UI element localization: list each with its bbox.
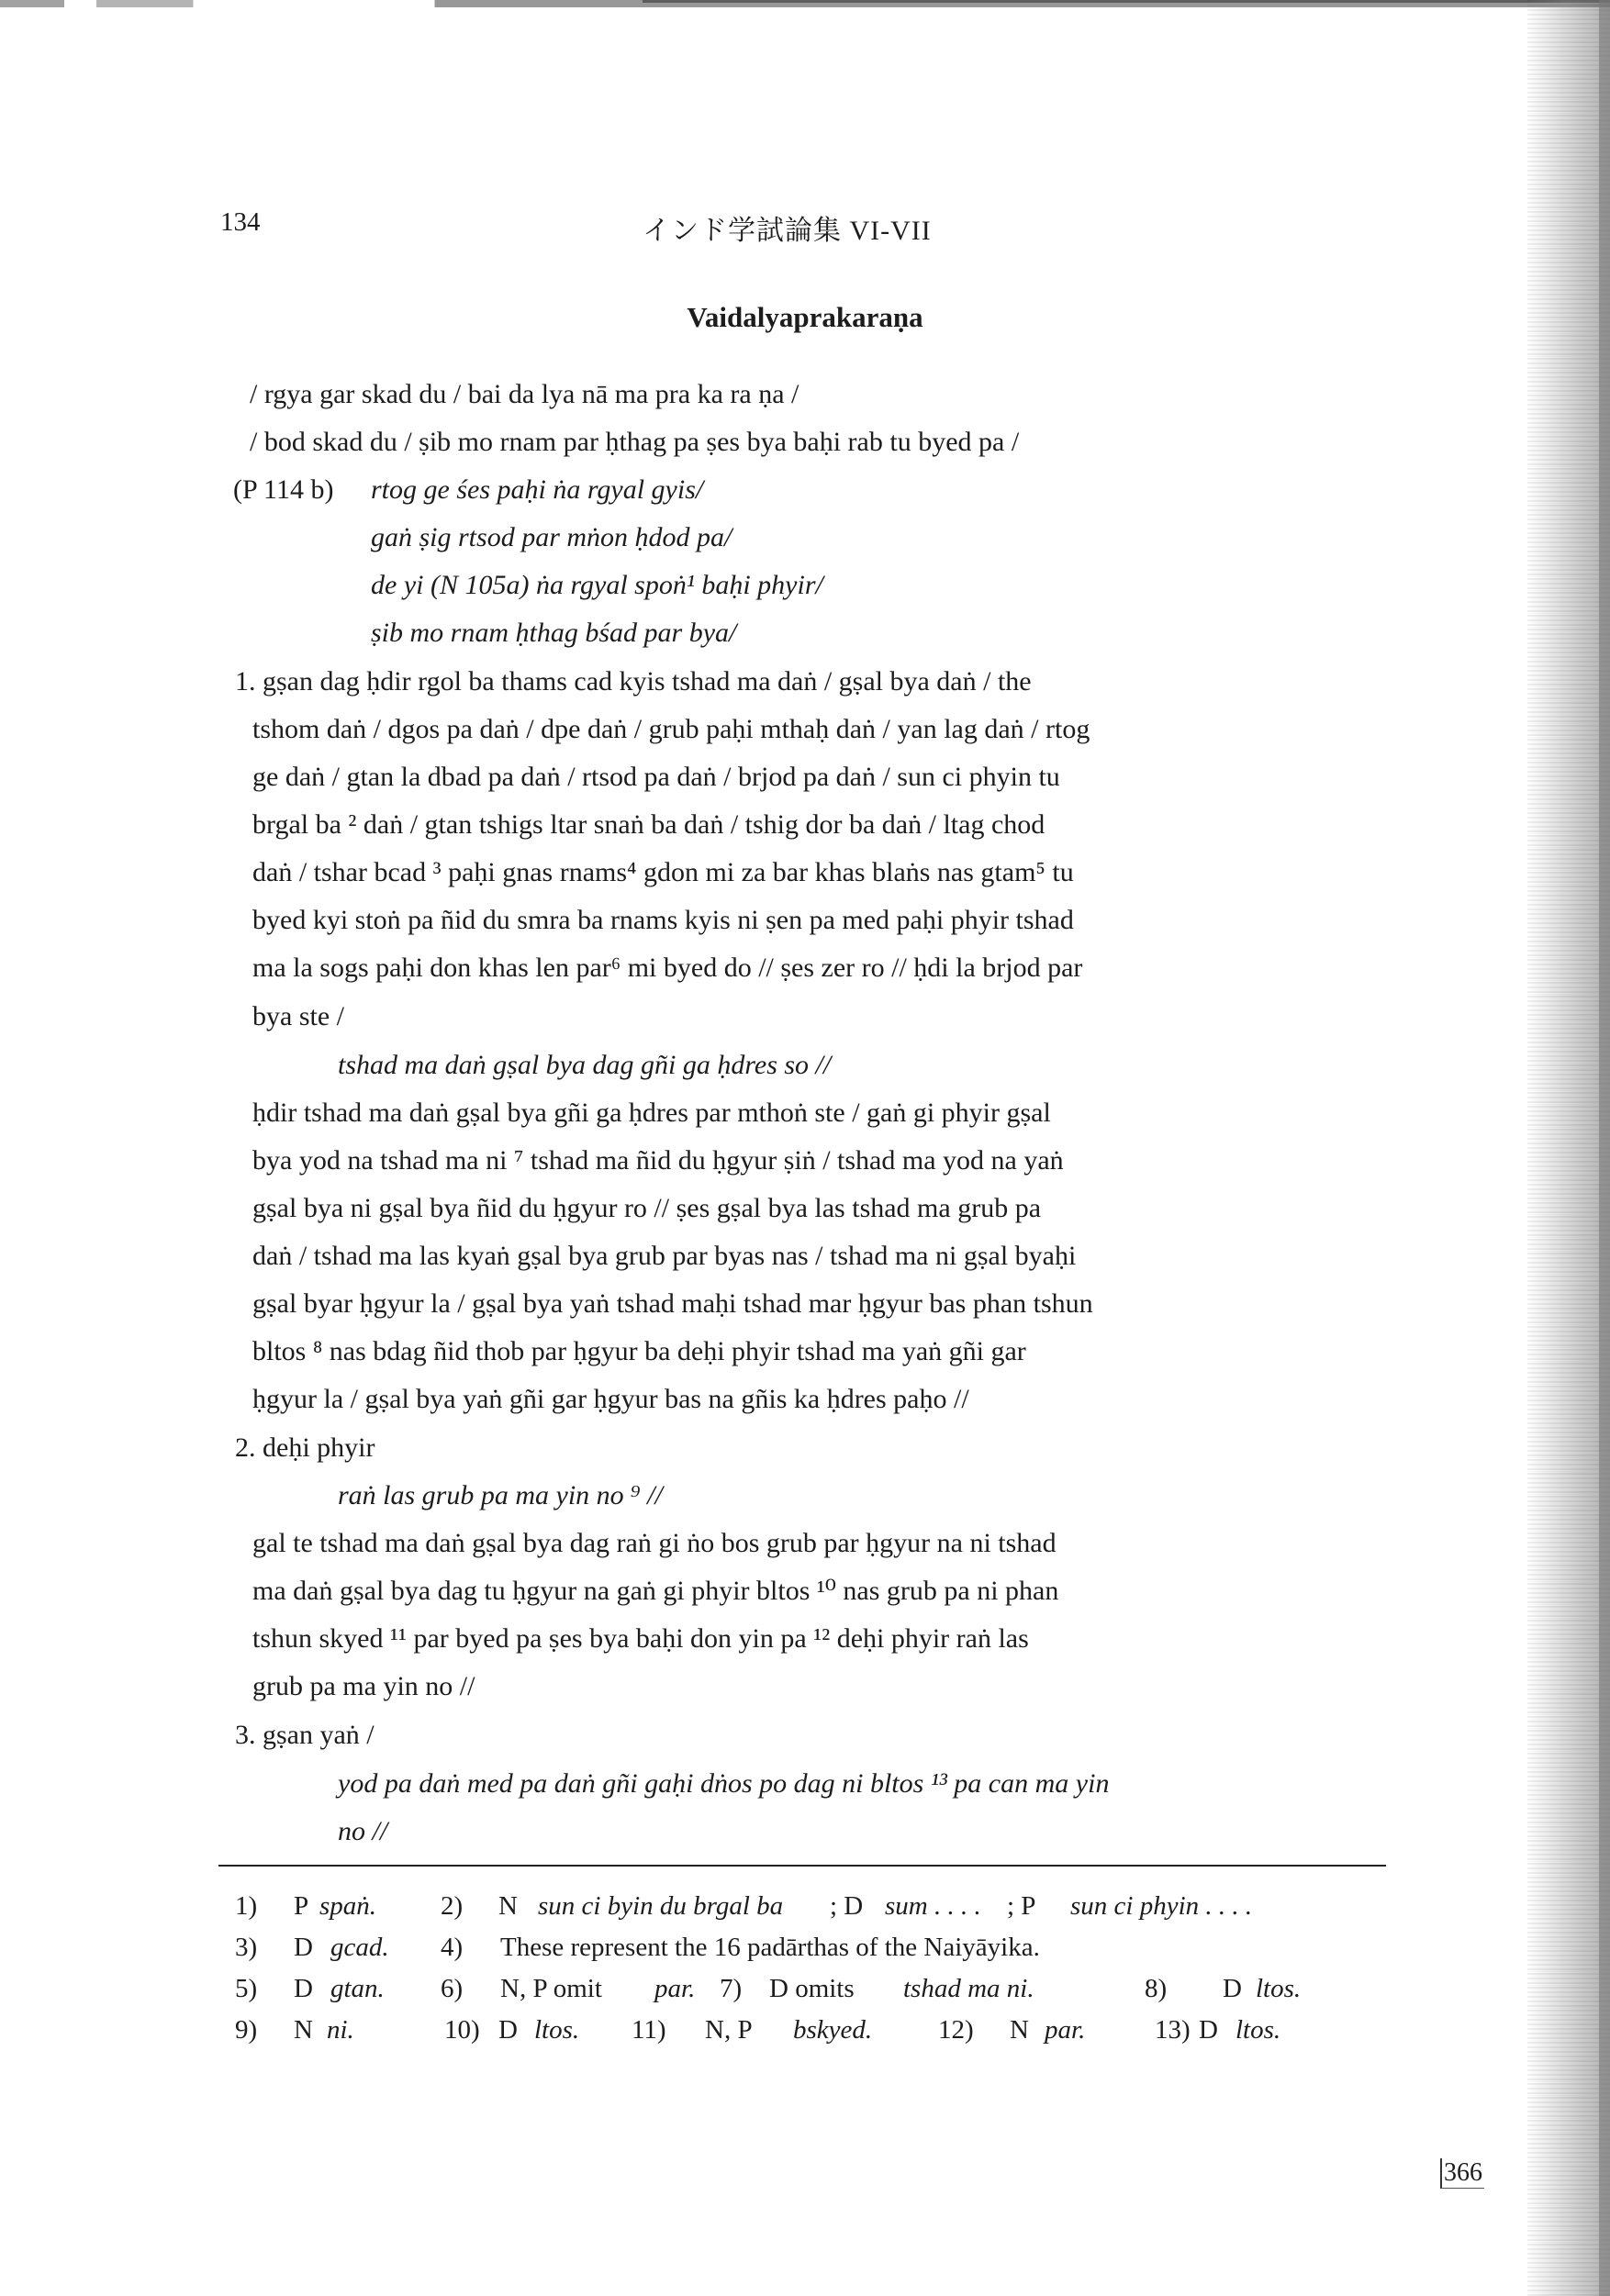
footnote-text: P — [294, 1891, 309, 1921]
body-line: bltos ⁸ nas bdag ñid thob par ḥgyur ba deḥi phyir tshad ma yaṅ gñi gar — [252, 1336, 1026, 1366]
verse-line: raṅ las grub pa ma yin no ⁹ // — [338, 1480, 663, 1510]
page-number: 134 — [220, 207, 261, 237]
body-line: tshun skyed ¹¹ par byed pa ṣes bya baḥi don yin pa ¹² deḥi phyir raṅ las — [252, 1623, 1029, 1654]
running-head: インド学試論集 VI-VII — [643, 216, 932, 246]
body-line: / bod skad du / ṣib mo rnam par ḥthag pa ṣes bya baḥi rab tu byed pa / — [250, 427, 1020, 457]
body-line: daṅ / tshad ma las kyaṅ gṣal bya grub par byas nas / tshad ma ni gṣal byaḥi — [252, 1241, 1077, 1271]
footnote-number: 11) — [632, 2015, 666, 2045]
page-edge — [1599, 0, 1610, 2296]
verse-line: ṣib mo rnam ḥthag bśad par bya/ — [371, 618, 737, 648]
body-line: gṣal bya ni gṣal bya ñid du ḥgyur ro // ṣes gṣal bya las tshad ma grub pa — [252, 1193, 1042, 1223]
footnote-text: These represent the 16 padārthas of the Naiyāyika. — [500, 1933, 1040, 1962]
footnote-text: D omits — [769, 1974, 855, 2003]
section-title: Vaidalyaprakaraṇa — [687, 301, 923, 333]
footnote-text: N, P — [705, 2015, 753, 2045]
footnote-text: spaṅ. — [319, 1891, 377, 1921]
footnote-number: 12) — [938, 2015, 974, 2045]
page-stamp: 366 — [1440, 2158, 1484, 2189]
verse-line: gaṅ ṣig rtsod par mṅon ḥdod pa/ — [371, 522, 732, 552]
footnote-number: 2) — [441, 1891, 464, 1921]
footnote-number: 7) — [720, 1974, 743, 2003]
footnote-text: par. — [654, 1974, 696, 2003]
footnote-number: 5) — [235, 1974, 258, 2003]
body-line: byed kyi stoṅ pa ñid du smra ba rnams kyis ni ṣen pa med paḥi phyir tshad — [252, 905, 1074, 935]
body-line: daṅ / tshar bcad ³ paḥi gnas rnams⁴ gdon mi za bar khas blaṅs nas gtam⁵ tu — [252, 857, 1074, 887]
footnote-number: 6) — [441, 1974, 464, 2003]
body-line: ḥgyur la / gṣal bya yaṅ gñi gar ḥgyur bas na gñis ka ḥdres paḥo // — [252, 1384, 969, 1414]
footnote-number: 1) — [235, 1891, 258, 1921]
footnote-text: D — [498, 2015, 518, 2045]
body-line: gal te tshad ma daṅ gṣal bya dag raṅ gi ṅo bos grub par ḥgyur na ni tshad — [252, 1528, 1057, 1558]
body-line: 3. gṣan yaṅ / — [235, 1720, 375, 1750]
footnote-text: ; D — [830, 1891, 864, 1921]
body-line: ma daṅ gṣal bya dag tu ḥgyur na gaṅ gi phyir bltos ¹⁰ nas grub pa ni phan — [252, 1576, 1059, 1606]
footnote-number: 3) — [235, 1933, 258, 1962]
folio-marker: (P 114 b) — [233, 474, 334, 505]
verse-line: yod pa daṅ med pa daṅ gñi gaḥi dṅos po dag ni bltos ¹³ pa can ma yin — [338, 1768, 1110, 1799]
body-line: tshom daṅ / dgos pa daṅ / dpe daṅ / grub paḥi mthaḥ daṅ / yan lag daṅ / rtog — [252, 714, 1090, 744]
footnote-text: N, P omit — [500, 1974, 602, 2003]
footnote-number: 4) — [441, 1933, 464, 1962]
verse-line: rtog ge śes paḥi ṅa rgyal gyis/ — [371, 474, 704, 505]
footnote-text: ltos. — [1235, 2015, 1281, 2045]
footnote-text: N — [1010, 2015, 1029, 2045]
body-line: ma la sogs paḥi don khas len par⁶ mi byed do // ṣes zer ro // ḥdi la brjod par — [252, 953, 1083, 983]
footnote-text: tshad ma ni. — [903, 1974, 1034, 2003]
footnote-text: par. — [1045, 2015, 1086, 2045]
footnote-text: D — [1199, 2015, 1218, 2045]
footnote-text: gtan. — [330, 1974, 385, 2003]
footnote-text: ; P — [1007, 1891, 1036, 1921]
body-line: ḥdir tshad ma daṅ gṣal bya gñi ga ḥdres par mthoṅ ste / gaṅ gi phyir gṣal — [252, 1098, 1051, 1128]
body-line: grub pa ma yin no // — [252, 1671, 475, 1701]
footnote-number: 10) — [444, 2015, 480, 2045]
binding-shadow — [1527, 0, 1610, 2296]
footnote-text: N — [294, 2015, 313, 2045]
footnote-text: gcad. — [330, 1933, 389, 1962]
body-line: bya ste / — [252, 1001, 344, 1031]
verse-line: de yi (N 105a) ṅa rgyal spoṅ¹ baḥi phyir/ — [371, 570, 823, 600]
footnote-text: sun ci byin du brgal ba — [538, 1891, 784, 1921]
footnote-rule — [218, 1865, 1386, 1867]
verse-line: no // — [338, 1816, 388, 1846]
footnote-text: D — [294, 1933, 313, 1962]
footnote-text: D — [294, 1974, 313, 2003]
body-line: bya yod na tshad ma ni ⁷ tshad ma ñid du ḥgyur ṣiṅ / tshad ma yod na yaṅ — [252, 1145, 1064, 1176]
footnote-text: N — [498, 1891, 518, 1921]
body-line: brgal ba ² daṅ / gtan tshigs ltar snaṅ ba daṅ / tshig dor ba daṅ / ltag chod — [252, 809, 1045, 840]
footnote-text: ltos. — [1256, 1974, 1302, 2003]
footnote-text: ni. — [327, 2015, 354, 2045]
body-line: gṣal byar ḥgyur la / gṣal bya yaṅ tshad maḥi tshad mar ḥgyur bas phan tshun — [252, 1288, 1093, 1319]
scan-edge-line — [643, 0, 1610, 13]
footnote-number: 9) — [235, 2015, 258, 2045]
footnote-text: ltos. — [534, 2015, 580, 2045]
body-line: ge daṅ / gtan la dbad pa daṅ / rtsod pa daṅ / brjod pa daṅ / sun ci phyin tu — [252, 762, 1060, 792]
verse-line: tshad ma daṅ gṣal bya dag gñi ga ḥdres so // — [338, 1050, 832, 1080]
footnote-number: 13) — [1155, 2015, 1191, 2045]
footnote-text: sum . . . . — [885, 1891, 981, 1921]
body-line: 2. deḥi phyir — [235, 1432, 375, 1463]
body-line: / rgya gar skad du / bai da lya nā ma pra ka ra ṇa / — [250, 379, 799, 409]
footnote-text: bskyed. — [793, 2015, 873, 2045]
footnote-number: 8) — [1145, 1974, 1168, 2003]
body-line: 1. gṣan dag ḥdir rgol ba thams cad kyis tshad ma daṅ / gṣal bya daṅ / the — [235, 666, 1032, 697]
footnote-text: sun ci phyin . . . . — [1070, 1891, 1253, 1921]
footnote-text: D — [1223, 1974, 1242, 2003]
